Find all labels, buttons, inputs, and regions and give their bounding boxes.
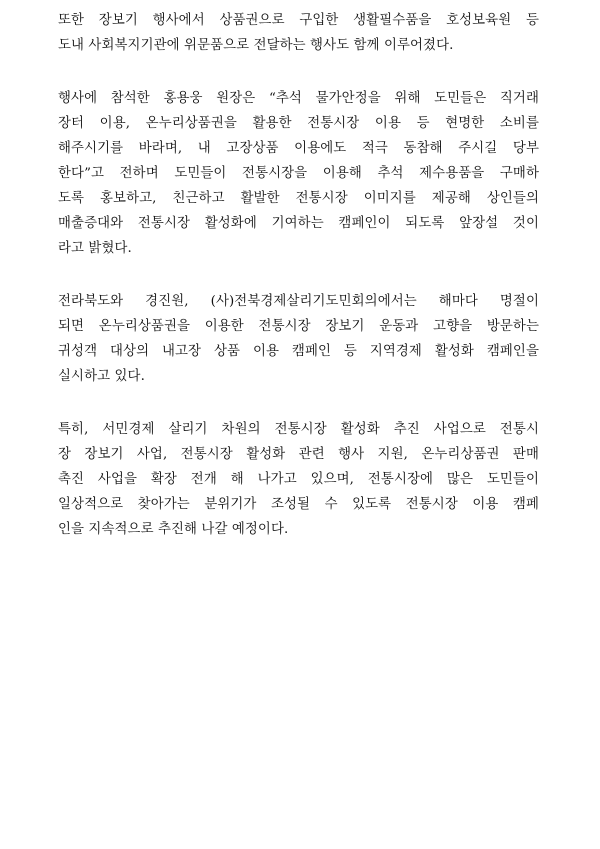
paragraph-1 — [58, 8, 539, 58]
text-line: 귀성객 대상의 내고장 상품 이용 캠페인 등 지역경제 활성화 캠페인을 — [58, 344, 539, 359]
text-line: 촉진 사업을 확장 전개 해 나가고 있으며, 전통시장에 많은 도민들이 — [58, 472, 539, 487]
text-line: 전라북도와 경진원, (사)전북경제살리기도민회의에서는 해마다 명절이 — [58, 294, 539, 309]
text-line: 장터 이용, 온누리상품권을 활용한 전통시장 이용 등 현명한 소비를 — [58, 116, 539, 131]
text-line: 되면 온누리상품권을 이용한 전통시장 장보기 운동과 고향을 방문하는 — [58, 319, 539, 334]
paragraph-3 — [58, 289, 539, 389]
text-line: 매출증대와 전통시장 활성화에 기여하는 캠페인이 되도록 앞장설 것이 — [58, 216, 539, 231]
text-line: 일상적으로 찾아가는 분위기가 조성될 수 있도록 전통시장 이용 캠페 — [58, 497, 539, 512]
paragraph-4 — [58, 417, 539, 542]
text-line: 해주시기를 바라며, 내 고장상품 이용에도 적극 동참해 주시길 당부 — [58, 141, 539, 156]
text-line: 도록 홍보하고, 친근하고 활발한 전통시장 이미지를 제공해 상인들의 — [58, 191, 539, 206]
text-line: 행사에 참석한 홍용웅 원장은 “추석 물가안정을 위해 도민들은 직거래 — [58, 91, 539, 106]
document-body — [58, 8, 539, 570]
text-line: 특히, 서민경제 살리기 차원의 전통시장 활성화 추진 사업으로 전통시 — [58, 422, 539, 437]
text-line: 도내 사회복지기관에 위문품으로 전달하는 행사도 함께 이루어졌다. — [58, 38, 454, 53]
text-line: 한다”고 전하며 도민들이 전통시장을 이용해 추석 제수용품을 구매하 — [58, 166, 539, 181]
paragraph-2 — [58, 86, 539, 261]
text-line: 장 장보기 사업, 전통시장 활성화 관련 행사 지원, 온누리상품권 판매 — [58, 447, 539, 462]
text-line: 인을 지속적으로 추진해 나갈 예정이다. — [58, 522, 289, 537]
text-line: 라고 밝혔다. — [58, 241, 132, 256]
text-line: 또한 장보기 행사에서 상품권으로 구입한 생활필수품을 호성보육원 등 — [58, 13, 539, 28]
text-line: 실시하고 있다. — [58, 369, 145, 384]
